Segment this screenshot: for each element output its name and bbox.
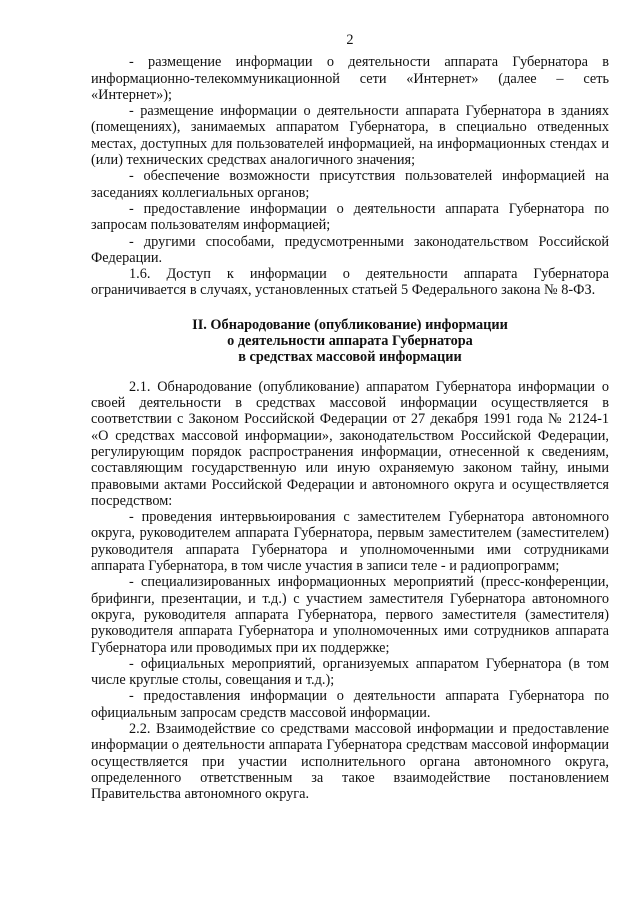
- clause-2-2: 2.2. Взаимодействие со средствами массовой информации и предоставление информации о деятельности аппарата Губернатора средствам массовой информации осуществляется при участии исполнительного органа автономного округа, определенного ответственным за такое взаимодействие постановлением Правительства автономного округа.: [91, 720, 609, 803]
- heading-line: II. Обнародование (опубликование) информации: [192, 316, 508, 333]
- list-item: - предоставления информации о деятельности аппарата Губернатора по официальным запросам средств массовой информации.: [91, 688, 609, 721]
- document-page: [91, 32, 609, 802]
- list-item: - размещение информации о деятельности аппарата Губернатора в информационно-телекоммуникационной сети «Интернет» (далее – сеть «Интернет»);: [91, 54, 609, 103]
- heading-line: в средствах массовой информации: [238, 348, 462, 365]
- list-item: - обеспечение возможности присутствия пользователей информацией на заседаниях коллегиальных органов;: [91, 168, 609, 201]
- list-item: - предоставление информации о деятельности аппарата Губернатора по запросам пользователям информацией;: [91, 200, 609, 234]
- clause-1-6: 1.6. Доступ к информации о деятельности аппарата Губернатора ограничивается в случаях, установленных статьей 5 Федерального закона № 8-ФЗ.: [91, 266, 609, 299]
- list-item: - проведения интервьюирования с заместителем Губернатора автономного округа, руководителем аппарата Губернатора, первым заместителем (заместителем) руководителя аппарата Губернатора и уполномоченными ими сотрудниками аппарата Губернатора, в том числе участия в записи теле - и радиопрограмм;: [91, 509, 609, 575]
- list-item: - другими способами, предусмотренными законодательством Российской Федерации.: [91, 233, 609, 266]
- list-item: - размещение информации о деятельности аппарата Губернатора в зданиях (помещениях), занимаемых аппаратом Губернатора, в специально отведенных местах, доступных для пользователей информацией, на информационных стендах и (или) технических средствах аналогичного значения;: [91, 103, 609, 169]
- section-heading: [91, 317, 609, 365]
- heading-line: о деятельности аппарата Губернатора: [227, 332, 473, 349]
- list-item: - официальных мероприятий, организуемых аппаратом Губернатора (в том числе круглые столы, совещания и т.д.);: [91, 655, 609, 689]
- page-number: 2: [346, 32, 354, 48]
- clause-2-1: 2.1. Обнародование (опубликование) аппаратом Губернатора информации о своей деятельности в средствах массовой информации осуществляется в соответствии с Законом Российской Федерации от 27 декабря 1991 года № 2124-1 «О средствах массовой информации», законодательством Российской Федерации, регулирующим порядок распространения информации, отнесенной к сведениям, составляющим государственную или иную охраняемую законом тайну, иными правовыми актами Российской Федерации и автономного округа и осуществляется посредством:: [91, 378, 609, 509]
- list-item: - специализированных информационных мероприятий (пресс-конференции, брифинги, презентации, и т.д.) с участием заместителя Губернатора автономного округа, руководителя аппарата Губернатора, первого заместителя (заместителя) руководителя аппарата Губернатора и уполномоченных ими сотрудников аппарата Губернатора или проводимых при их поддержке;: [91, 574, 609, 656]
